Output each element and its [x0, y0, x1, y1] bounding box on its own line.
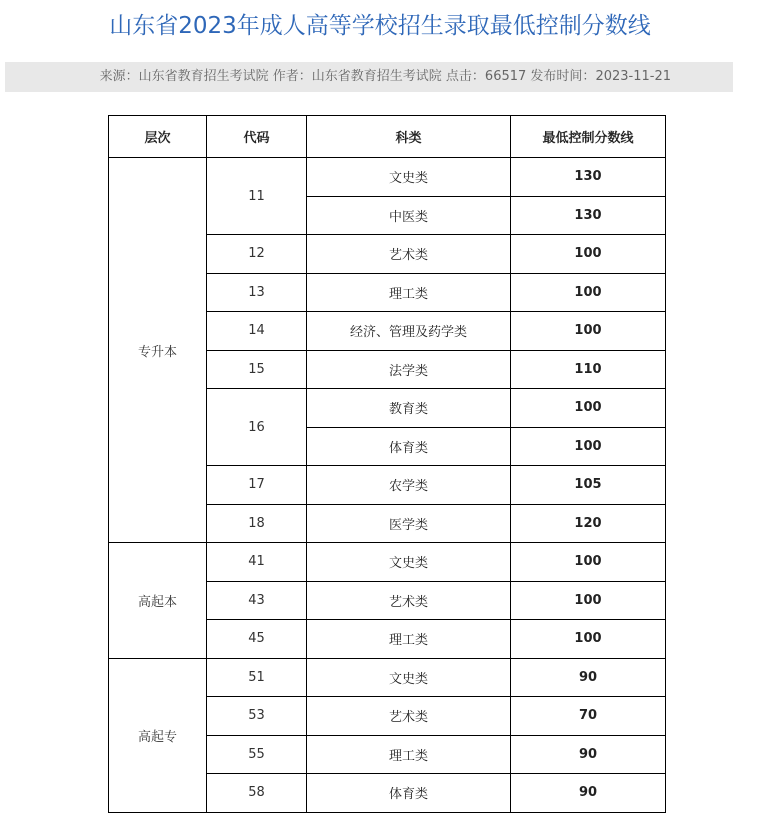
code-cell: 51 — [207, 658, 307, 697]
subject-cell: 理工类 — [307, 273, 511, 312]
header-level: 层次 — [109, 116, 207, 158]
subject-cell: 文史类 — [307, 658, 511, 697]
table-row — [109, 543, 666, 582]
subject-cell: 艺术类 — [307, 235, 511, 274]
header-min-score: 最低控制分数线 — [511, 116, 666, 158]
code-cell: 53 — [207, 697, 307, 736]
score-cell: 90 — [511, 774, 666, 813]
score-cell: 100 — [511, 312, 666, 351]
score-cell: 120 — [511, 504, 666, 543]
score-cell: 100 — [511, 235, 666, 274]
score-cell: 100 — [511, 581, 666, 620]
subject-cell: 体育类 — [307, 774, 511, 813]
code-cell: 11 — [207, 158, 307, 235]
header-subject: 科类 — [307, 116, 511, 158]
score-table — [108, 115, 666, 813]
code-cell: 58 — [207, 774, 307, 813]
code-cell: 45 — [207, 620, 307, 659]
code-cell: 15 — [207, 350, 307, 389]
table-row — [109, 658, 666, 697]
date-label: 发布时间： — [530, 69, 596, 84]
subject-cell: 农学类 — [307, 466, 511, 505]
subject-cell: 理工类 — [307, 735, 511, 774]
page-title: 山东省2023年成人高等学校招生录取最低控制分数线 — [109, 13, 651, 39]
code-cell: 18 — [207, 504, 307, 543]
score-cell: 130 — [511, 196, 666, 235]
subject-cell: 中医类 — [307, 196, 511, 235]
score-cell: 70 — [511, 697, 666, 736]
level-cell: 高起专 — [109, 658, 207, 812]
subject-cell: 艺术类 — [307, 581, 511, 620]
article-meta-bar — [5, 62, 733, 92]
score-cell: 110 — [511, 350, 666, 389]
score-cell: 100 — [511, 543, 666, 582]
score-cell: 90 — [511, 658, 666, 697]
subject-cell: 医学类 — [307, 504, 511, 543]
score-cell: 130 — [511, 158, 666, 197]
subject-cell: 法学类 — [307, 350, 511, 389]
code-cell: 13 — [207, 273, 307, 312]
subject-cell: 艺术类 — [307, 697, 511, 736]
code-cell: 17 — [207, 466, 307, 505]
source-value: 山东省教育招生考试院 — [138, 69, 269, 84]
subject-cell: 体育类 — [307, 427, 511, 466]
subject-cell: 理工类 — [307, 620, 511, 659]
author-label: 作者： — [272, 69, 312, 84]
score-cell: 100 — [511, 427, 666, 466]
score-cell: 100 — [511, 273, 666, 312]
subject-cell: 教育类 — [307, 389, 511, 428]
score-cell: 90 — [511, 735, 666, 774]
level-cell: 高起本 — [109, 543, 207, 659]
level-cell: 专升本 — [109, 158, 207, 543]
subject-cell: 经济、管理及药学类 — [307, 312, 511, 351]
subject-cell: 文史类 — [307, 158, 511, 197]
source-label: 来源： — [99, 69, 139, 84]
score-cell: 100 — [511, 620, 666, 659]
code-cell: 14 — [207, 312, 307, 351]
code-cell: 16 — [207, 389, 307, 466]
table-row — [109, 158, 666, 197]
table-header-row — [109, 116, 666, 158]
score-cell: 105 — [511, 466, 666, 505]
code-cell: 12 — [207, 235, 307, 274]
clicks-label: 点击： — [445, 69, 485, 84]
code-cell: 43 — [207, 581, 307, 620]
code-cell: 55 — [207, 735, 307, 774]
author-value: 山东省教育招生考试院 — [311, 69, 442, 84]
score-cell: 100 — [511, 389, 666, 428]
clicks-value: 66517 — [484, 69, 527, 84]
code-cell: 41 — [207, 543, 307, 582]
subject-cell: 文史类 — [307, 543, 511, 582]
date-value: 2023-11-21 — [595, 69, 671, 84]
header-code: 代码 — [207, 116, 307, 158]
